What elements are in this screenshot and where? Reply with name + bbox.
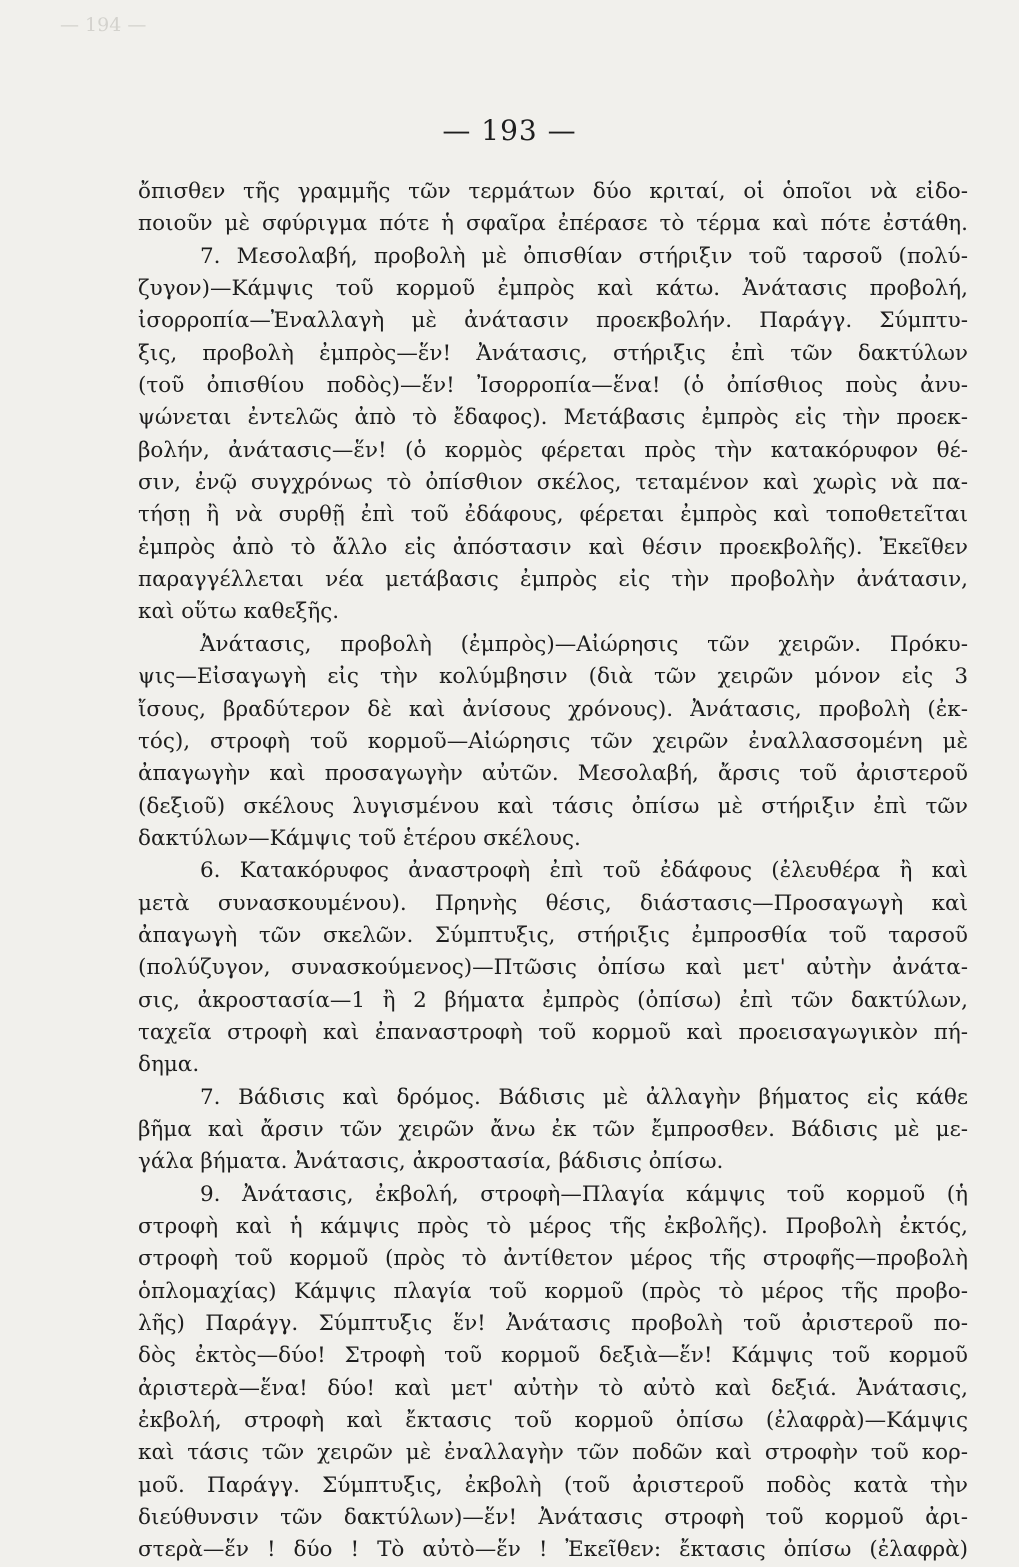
text-line: ὁπλομαχίας) Κάμψις πλαγία τοῦ κορμοῦ (πρὸς τὸ μέρος τῆς προβο-: [138, 1278, 968, 1304]
text-line: σις, ἀκροστασία—1 ἢ 2 βήματα ἐμπρὸς (ὀπίσω) ἐπὶ τῶν δακτύλων,: [138, 987, 968, 1013]
text-line: ἴσους, βραδύτερον δὲ καὶ ἀνίσους χρόνους). Ἀνάτασις, προβολὴ (ἐκ-: [138, 696, 968, 722]
text-line: ψις—Εἰσαγωγὴ εἰς τὴν κολύμβησιν (διὰ τῶν χειρῶν μόνον εἰς 3: [138, 664, 968, 690]
text-line: ἀπαγωγὴν καὶ προσαγωγὴν αὐτῶν. Μεσολαβή, ἄρσις τοῦ ἀριστεροῦ: [138, 761, 968, 787]
text-line: Ἀνάτασις, προβολὴ (ἐμπρὸς)—Αἰώρησις τῶν χειρῶν. Πρόκυ-: [200, 631, 968, 657]
text-line: καὶ τάσις τῶν χειρῶν μὲ ἐναλλαγὴν τῶν ποδῶν καὶ στροφὴν τοῦ κορ-: [138, 1440, 968, 1466]
text-line: τήσῃ ἢ νὰ συρθῇ ἐπὶ τοῦ ἐδάφους, φέρεται ἐμπρὸς καὶ τοποθετεῖται: [138, 502, 968, 528]
text-line: τός), στροφὴ τοῦ κορμοῦ—Αἰώρησις τῶν χειρῶν ἐναλλασσομένη μὲ: [138, 728, 968, 754]
text-line: διεύθυνσιν τῶν δακτύλων)—ἕν! Ἀνάτασις στροφὴ τοῦ κορμοῦ ἀρι-: [138, 1505, 968, 1531]
text-line: βῆμα καὶ ἄρσιν τῶν χειρῶν ἄνω ἐκ τῶν ἔμπροσθεν. Βάδισις μὲ με-: [138, 1116, 968, 1142]
text-line: 9. Ἀνάτασις, ἐκβολή, στροφὴ—Πλαγία κάμψις τοῦ κορμοῦ (ἡ: [200, 1181, 968, 1207]
text-line: δὸς ἐκτὸς—δύο! Στροφὴ τοῦ κορμοῦ δεξιὰ—ἕν! Κάμψις τοῦ κορμοῦ: [138, 1343, 968, 1369]
text-line: 7. Βάδισις καὶ δρόμος. Βάδισις μὲ ἀλλαγὴν βήματος εἰς κάθε: [200, 1084, 968, 1110]
body-text: [138, 176, 968, 1567]
text-line: ὄπισθεν τῆς γραμμῆς τῶν τερμάτων δύο κριταί, οἱ ὁποῖοι νὰ εἰδο-: [138, 179, 968, 204]
text-line: (τοῦ ὀπισθίου ποδὸς)—ἕν! Ἰσορροπία—ἕνα! (ὁ ὀπίσθιος ποὺς ἀνυ-: [138, 373, 968, 399]
text-line: ἐμπρὸς ἀπὸ τὸ ἄλλο εἰς ἀπόστασιν καὶ θέσιν προεκβολῆς). Ἐκεῖθεν: [138, 534, 968, 560]
text-line: βολήν, ἀνάτασις—ἕν! (ὁ κορμὸς φέρεται πρὸς τὴν κατακόρυφον θέ-: [138, 437, 968, 463]
text-line: ποιοῦν μὲ σφύριγμα πότε ἡ σφαῖρα ἐπέρασε τὸ τέρμα καὶ πότε ἐστάθη.: [138, 211, 968, 237]
text-line: ἰσορροπία—Ἐναλλαγὴ μὲ ἀνάτασιν προεκβολήν. Παράγγ. Σύμπτυ-: [138, 308, 968, 334]
text-line: στροφὴ τοῦ κορμοῦ (πρὸς τὸ ἀντίθετον μέρος τῆς στροφῆς—προβολὴ: [138, 1246, 968, 1272]
text-line: ἀριστερὰ—ἕνα! δύο! καὶ μετ' αὐτὴν τὸ αὐτὸ καὶ δεξιά. Ἀνάτασις,: [138, 1375, 968, 1401]
text-line: στροφὴ καὶ ἡ κάμψις πρὸς τὸ μέρος τῆς ἐκβολῆς). Προβολὴ ἐκτός,: [138, 1214, 968, 1239]
text-line: μετὰ συνασκουμένου). Πρηνὴς θέσις, διάστασις—Προσαγωγὴ καὶ: [138, 890, 968, 916]
text-line: γάλα βήματα. Ἀνάτασις, ἀκροστασία, βάδισις ὀπίσω.: [138, 1149, 724, 1175]
text-line: σιν, ἐνῷ συγχρόνως τὸ ὀπίσθιον σκέλος, τεταμένον καὶ χωρὶς νὰ πα-: [138, 470, 968, 496]
bleed-through-text: — 194 —: [60, 14, 147, 36]
text-line: (δεξιοῦ) σκέλους λυγισμένου καὶ τάσις ὀπίσω μὲ στήριξιν ἐπὶ τῶν: [138, 793, 968, 819]
text-line: ξις, προβολὴ ἐμπρὸς—ἕν! Ἀνάτασις, στήριξις ἐπὶ τῶν δακτύλων: [138, 340, 968, 366]
text-line: μοῦ. Παράγγ. Σύμπτυξις, ἐκβολὴ (τοῦ ἀριστεροῦ ποδὸς κατὰ τὴν: [138, 1472, 968, 1498]
text-line: ἐκβολή, στροφὴ καὶ ἔκτασις τοῦ κορμοῦ ὀπίσω (ἐλαφρὰ)—Κάμψις: [138, 1408, 968, 1434]
text-line: ψώνεται ἐντελῶς ἀπὸ τὸ ἔδαφος). Μετάβασις ἐμπρὸς εἰς τὴν προεκ-: [138, 405, 968, 431]
text-line: (πολύζυγον, συνασκούμενος)—Πτῶσις ὀπίσω καὶ μετ' αὐτὴν ἀνάτα-: [138, 955, 968, 981]
text-line: δημα.: [138, 1052, 200, 1078]
text-line: ταχεῖα στροφὴ καὶ ἐπαναστροφὴ τοῦ κορμοῦ καὶ προεισαγωγικὸν πή-: [138, 1019, 968, 1045]
text-line: 6. Κατακόρυφος ἀναστροφὴ ἐπὶ τοῦ ἐδάφους (ἐλευθέρα ἢ καὶ: [200, 858, 968, 884]
page-number: — 193 —: [442, 114, 577, 147]
text-line: 7. Μεσολαβή, προβολὴ μὲ ὀπισθίαν στήριξιν τοῦ ταρσοῦ (πολύ-: [200, 243, 968, 269]
text-line: ἀπαγωγὴ τῶν σκελῶν. Σύμπτυξις, στήριξις ἐμπροσθία τοῦ ταρσοῦ: [138, 922, 968, 948]
text-line: παραγγέλλεται νέα μετάβασις ἐμπρὸς εἰς τὴν προβολὴν ἀνάτασιν,: [138, 567, 968, 593]
text-line: δακτύλων—Κάμψις τοῦ ἑτέρου σκέλους.: [138, 825, 581, 851]
text-line: ζυγον)—Κάμψις τοῦ κορμοῦ ἐμπρὸς καὶ κάτω. Ἀνάτασις προβολή,: [138, 276, 968, 302]
text-line: λῆς) Παράγγ. Σύμπτυξις ἕν! Ἀνάτασις προβολὴ τοῦ ἀριστεροῦ πο-: [138, 1311, 968, 1337]
text-line: καὶ οὕτω καθεξῆς.: [138, 599, 340, 625]
text-line: στερὰ—ἕν ! δύο ! Τὸ αὐτὸ—ἕν ! Ἐκεῖθεν: ἔκτασις ὀπίσω (ἐλαφρὰ): [138, 1537, 968, 1563]
